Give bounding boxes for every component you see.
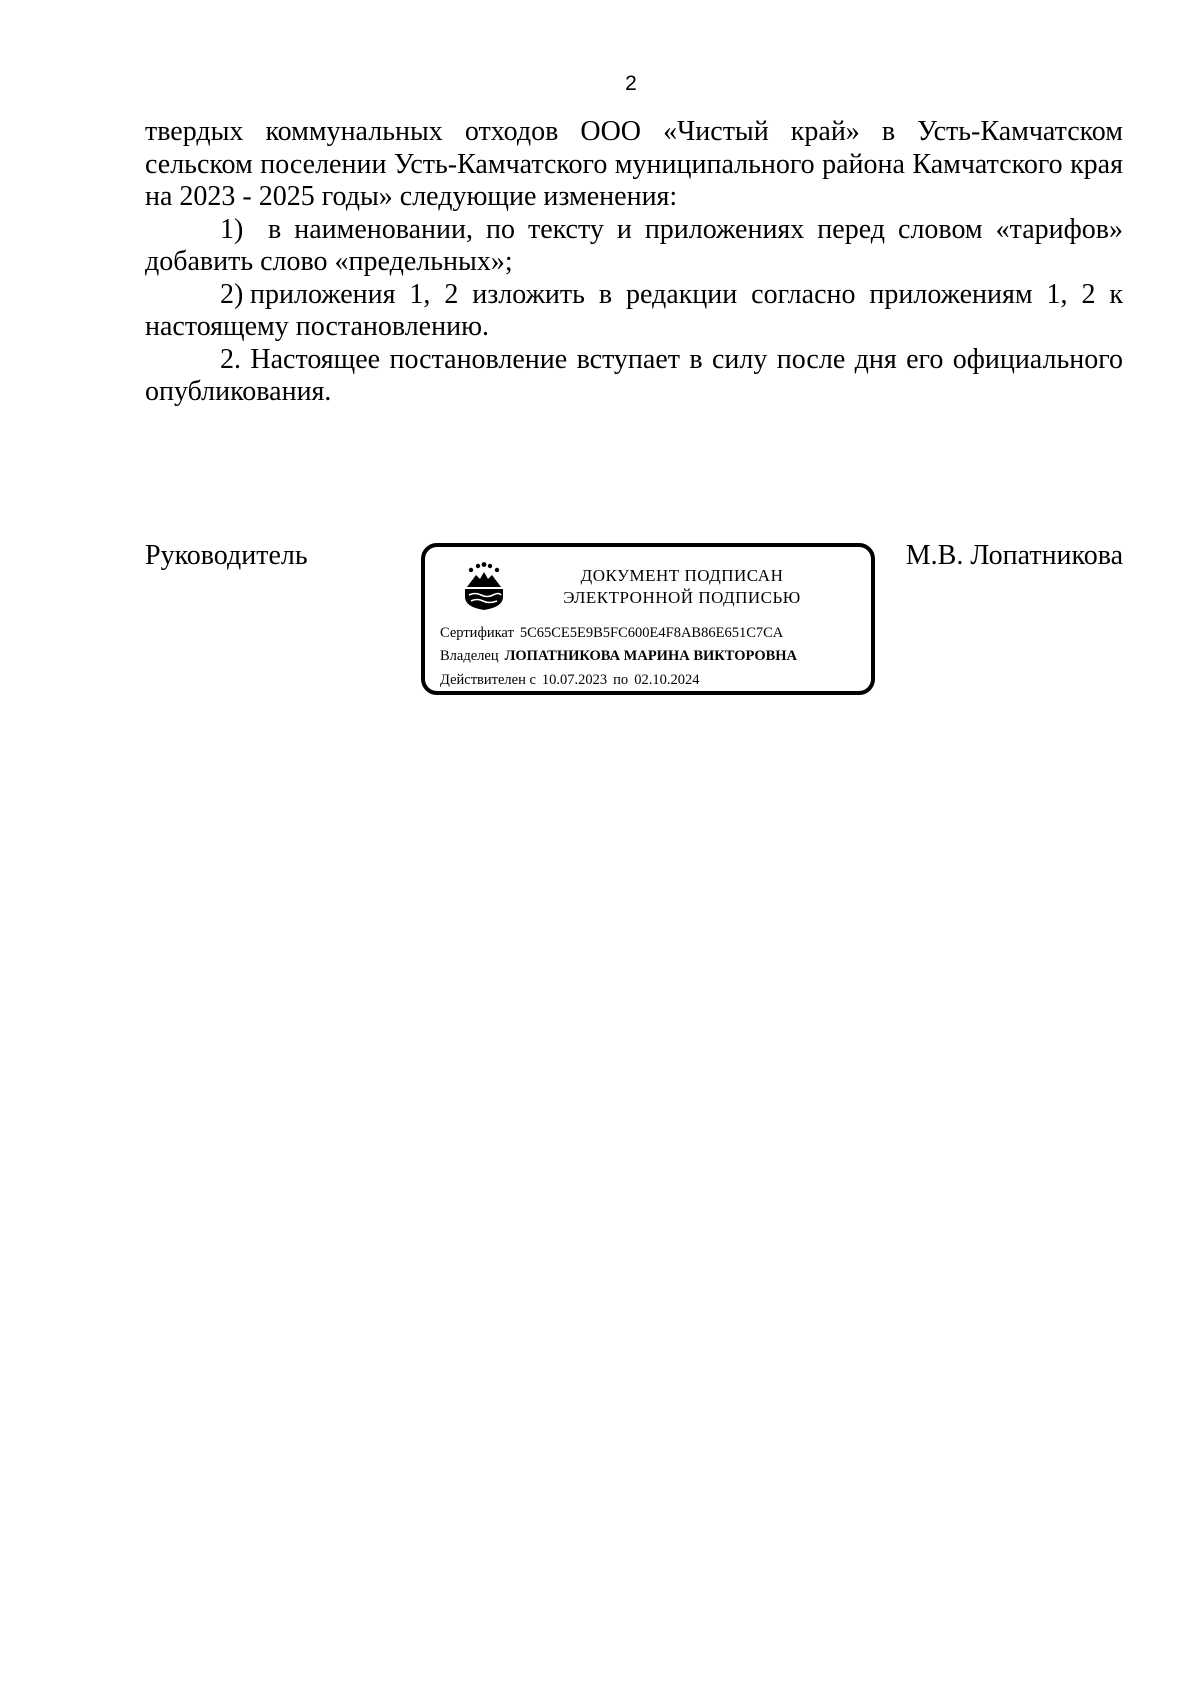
stamp-validity bbox=[440, 671, 699, 689]
regional-coat-of-arms-icon bbox=[461, 561, 507, 611]
stamp-title bbox=[517, 565, 847, 609]
signatory-role: Руководитель bbox=[145, 540, 308, 571]
stamp-title-line-1: ДОКУМЕНТ ПОДПИСАН bbox=[580, 566, 784, 585]
list-number-2: 2) bbox=[220, 278, 244, 310]
stamp-title-line-2: ЭЛЕКТРОННОЙ ПОДПИСЬЮ bbox=[563, 588, 801, 607]
owner-label: Владелец bbox=[440, 648, 499, 664]
document-body bbox=[145, 116, 1123, 409]
paragraph-effective-date: 2. Настоящее постановление вступает в силу после дня его официального опубликования. bbox=[145, 343, 1123, 407]
valid-to-label: по bbox=[613, 672, 629, 688]
signatory-name: М.В. Лопатникова bbox=[905, 540, 1123, 571]
list-number-1: 1) bbox=[220, 213, 244, 245]
certificate-label: Сертификат bbox=[440, 625, 514, 641]
list-item-1 bbox=[145, 214, 1123, 279]
certificate-value: 5C65CE5E9B5FC600E4F8AB86E651C7CA bbox=[519, 625, 784, 641]
stamp-certificate bbox=[440, 624, 783, 642]
valid-from-date: 10.07.2023 bbox=[541, 672, 608, 688]
valid-from-label: Действителен с bbox=[440, 672, 536, 688]
paragraph-intro: твердых коммунальных отходов ООО «Чистый край» в Усть-Камчатском сельском поселении Усть-Камчатского муниципального района Камчатского края на 2023 - 2025 годы» следующие изменения: bbox=[145, 116, 1123, 212]
owner-value: ЛОПАТНИКОВА МАРИНА ВИКТОРОВНА bbox=[504, 648, 798, 664]
electronic-signature-stamp bbox=[421, 543, 875, 695]
page-number: 2 bbox=[625, 72, 637, 95]
list-item-2 bbox=[145, 279, 1123, 344]
valid-to-date: 02.10.2024 bbox=[634, 672, 700, 688]
stamp-owner bbox=[440, 647, 797, 665]
list-item-1-text: в наименовании, по тексту и приложениях перед словом «тарифов» добавить слово «предельных»; bbox=[145, 213, 1123, 277]
list-item-2-text: приложения 1, 2 изложить в редакции согласно приложениям 1, 2 к настоящему постановлению. bbox=[145, 278, 1123, 342]
